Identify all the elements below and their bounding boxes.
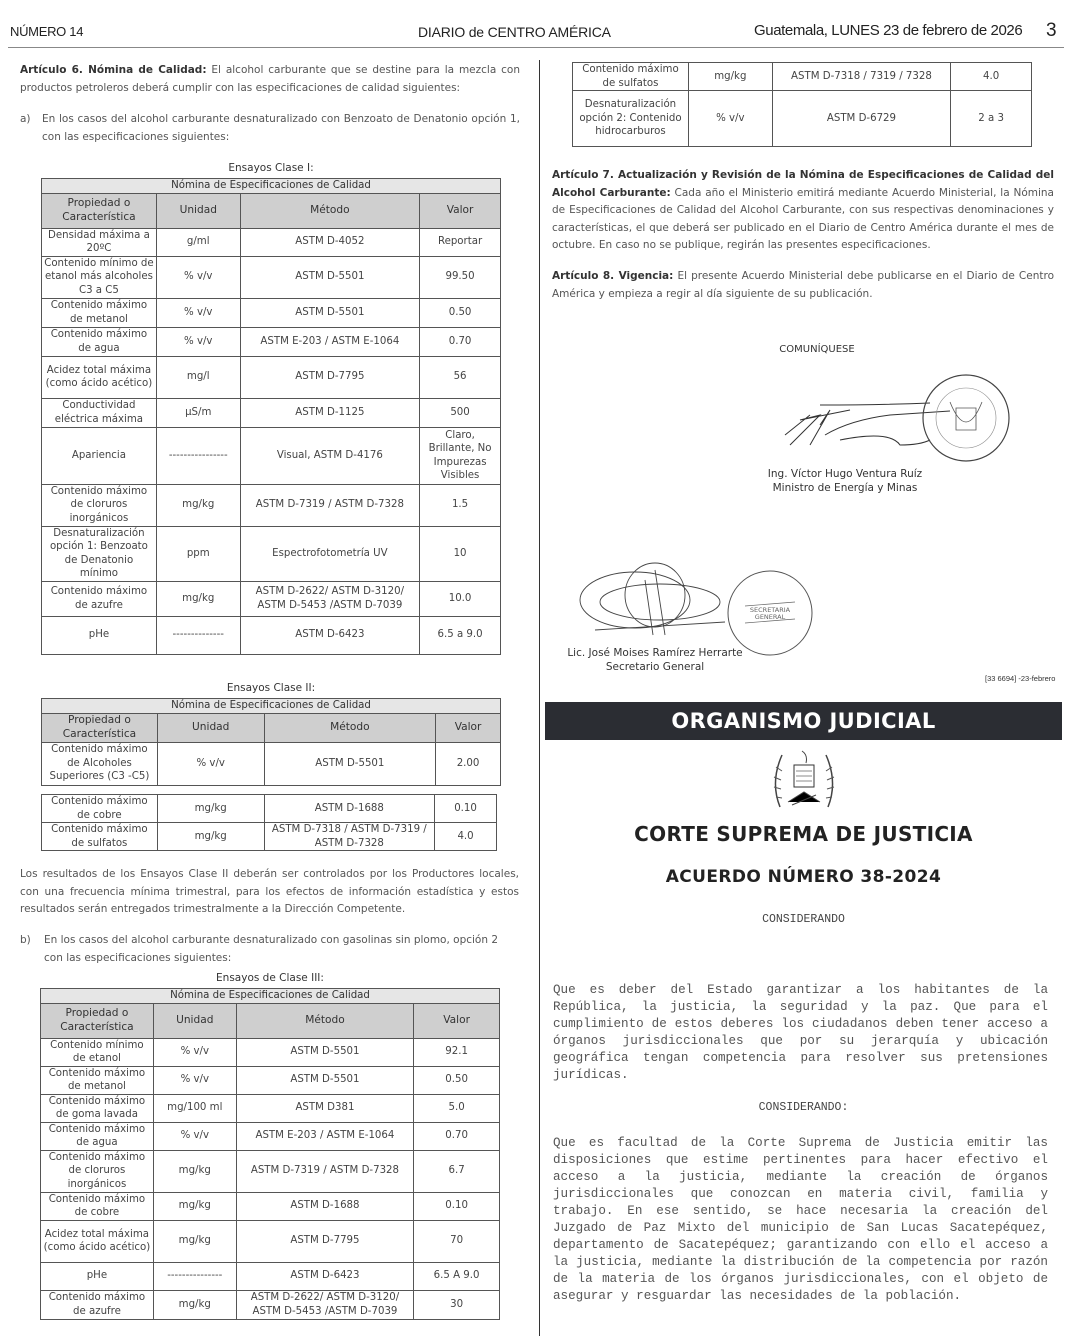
coat-of-arms-icon (768, 747, 840, 815)
table-row (573, 91, 1032, 147)
page-number: 3 (1046, 20, 1057, 41)
item-b-marker: b) (20, 934, 31, 946)
property-cell: Contenido máximo de Alcoholes Superiores (C3 -C5) (42, 742, 158, 785)
table-row (41, 1262, 500, 1290)
method-cell: ASTM D-1688 (264, 795, 435, 823)
property-cell: Acidez total máxima (como ácido acético) (41, 1220, 154, 1262)
unit-cell: mg/kg (153, 1192, 236, 1220)
method-cell: ASTM D-7318 / 7319 / 7328 (772, 63, 950, 91)
unit-cell: % v/v (153, 1122, 236, 1150)
class3-continued-table (572, 62, 1032, 147)
table-row (41, 1290, 500, 1319)
class2-table (41, 698, 501, 786)
considerando-paragraph-1: Que es deber del Estado garantizar a los habitantes de la República, la justicia, la seguridad y la paz. Que para el cumplimiento de estos deberes los ciudadanos deben tener acceso a órganos jurisdiccionales que por su jerarquía y ubicación geográfica tengan competencia para resolver sus pretensiones jurídicas. (553, 983, 1048, 1082)
table-title: Nómina de Especificaciones de Calidad (41, 989, 500, 1004)
svg-text:GENERAL: GENERAL (754, 613, 786, 621)
unit-cell: mg/kg (688, 63, 772, 91)
property-cell: Contenido mínimo de etanol (41, 1038, 154, 1066)
column-header: Método (236, 1003, 413, 1038)
table-title-row (42, 699, 501, 714)
class1-table (41, 178, 501, 655)
table-row (42, 581, 501, 616)
value-cell: 0.50 (414, 1066, 500, 1094)
property-cell: Contenido máximo de cloruros inorgánicos (41, 1150, 154, 1192)
unit-cell: ---------------- (156, 427, 240, 484)
property-cell: Contenido máximo de sulfatos (573, 63, 689, 91)
class3-caption: Ensayos de Clase III: (216, 972, 324, 984)
table-row (42, 298, 501, 327)
table-header-row (41, 1003, 500, 1038)
method-cell: ASTM D381 (236, 1094, 413, 1122)
article-7 (552, 167, 1054, 255)
column-divider (539, 60, 540, 1336)
value-cell: 5.0 (414, 1094, 500, 1122)
article-6-text: El alcohol carburante que se destine para la mezcla con productos petroleros deberá cumplir con las especificaciones de calidad siguientes: (20, 64, 520, 94)
column-header: Método (240, 193, 420, 228)
value-cell: 0.10 (435, 795, 497, 823)
table-row (42, 398, 501, 427)
seal-secretary-icon (725, 568, 815, 658)
unit-cell: -------------- (156, 616, 240, 654)
court-title: CORTE SUPREMA DE JUSTICIA (634, 822, 973, 846)
property-cell: Densidad máxima a 20ºC (42, 228, 157, 256)
method-cell: ASTM D-6423 (240, 616, 420, 654)
table-header-row (42, 193, 501, 228)
method-cell: ASTM D-5501 (240, 298, 420, 327)
unit-cell: % v/v (156, 256, 240, 298)
value-cell: 2.00 (436, 742, 501, 785)
unit-cell: mg/kg (153, 1220, 236, 1262)
column-header: Propiedad o Característica (42, 713, 158, 742)
method-cell: ASTM D-6423 (236, 1262, 413, 1290)
unit-cell: mg/kg (153, 1290, 236, 1319)
comuniquese: COMUNÍQUESE (779, 344, 855, 355)
method-cell: Visual, ASTM D-4176 (240, 427, 420, 484)
method-cell: ASTM D-2622/ ASTM D-3120/ ASTM D-5453 /ASTM D-7039 (236, 1290, 413, 1319)
newspaper-name: DIARIO de CENTRO AMÉRICA (418, 24, 611, 40)
method-cell: ASTM D-5501 (236, 1066, 413, 1094)
item-a-marker: a) (20, 113, 31, 125)
column-header: Unidad (156, 193, 240, 228)
value-cell: 4.0 (951, 63, 1032, 91)
signer-1-role: Ministro de Energía y Minas (772, 482, 918, 494)
value-cell: 99.50 (420, 256, 501, 298)
masthead (0, 0, 1072, 48)
column-header: Método (264, 713, 436, 742)
table-row (42, 823, 497, 851)
method-cell: ASTM D-7319 / ASTM D-7328 (240, 484, 420, 526)
class3-table (40, 988, 500, 1320)
unit-cell: mg/kg (153, 1150, 236, 1192)
column-header: Unidad (153, 1003, 236, 1038)
property-cell: Desnaturalización opción 1: Benzoato de Denatonio mínimo (42, 526, 157, 581)
value-cell: 0.70 (420, 327, 501, 356)
value-cell: 4.0 (435, 823, 497, 851)
table-title-row (41, 989, 500, 1004)
unit-cell: % v/v (688, 91, 772, 147)
value-cell: 70 (414, 1220, 500, 1262)
section-banner: ORGANISMO JUDICIAL (545, 702, 1062, 740)
property-cell: Conductividad eléctrica máxima (42, 398, 157, 427)
table-row (42, 526, 501, 581)
column-header: Unidad (157, 713, 264, 742)
method-cell: ASTM D-5501 (240, 256, 420, 298)
method-cell: ASTM D-5501 (236, 1038, 413, 1066)
considerando-paragraph-2: Que es facultad de la Corte Suprema de Justicia emitir las disposiciones que estime pertinentes para hacer efectivo el acceso a la justicia, mediante la creación de órganos jurisdiccionales que conozcan en materia civil, familia y trabajo. En ese sentido, se hace necesaria la creación del Juzgado de Paz Mixto del municipio de San Lucas Sacatepéquez, departamento de Sacatepéquez; garantizando con ello el acceso a la justicia, mediante la distribución de la competencia por razón de la materia de los órganos jurisdiccionales, con el objeto de asegurar y resguardar las necesidades de la población. (553, 1136, 1048, 1303)
method-cell: ASTM D-1125 (240, 398, 420, 427)
property-cell: Contenido máximo de agua (42, 327, 157, 356)
property-cell: Contenido máximo de azufre (42, 581, 157, 616)
table-row (41, 1094, 500, 1122)
property-cell: Contenido máximo de metanol (42, 298, 157, 327)
considerando-heading-2: CONSIDERANDO: (758, 1101, 849, 1114)
column-header: Valor (420, 193, 501, 228)
value-cell: 0.70 (414, 1122, 500, 1150)
property-cell: Apariencia (42, 427, 157, 484)
property-cell: Contenido máximo de azufre (41, 1290, 154, 1319)
signer-2-role: Secretario General (605, 661, 705, 673)
property-cell: Contenido máximo de sulfatos (42, 823, 158, 851)
article-8 (552, 268, 1054, 303)
unit-cell: mg/kg (156, 484, 240, 526)
unit-cell: mg/kg (157, 795, 264, 823)
value-cell: 0.50 (420, 298, 501, 327)
value-cell: 6.5 A 9.0 (414, 1262, 500, 1290)
table-row (41, 1220, 500, 1262)
unit-cell: µS/m (156, 398, 240, 427)
considerando-heading-1: CONSIDERANDO (762, 913, 845, 926)
table-row (42, 327, 501, 356)
column-header: Valor (436, 713, 501, 742)
agreement-title: ACUERDO NÚMERO 38-2024 (665, 867, 942, 887)
property-cell: Desnaturalización opción 2: Contenido hidrocarburos (573, 91, 689, 147)
unit-cell: --------------- (153, 1262, 236, 1290)
article-7-text: Cada año el Ministerio emitirá mediante Acuerdo Ministerial, la Nómina de Especificaciones de Calidad del Alcohol Carburante, con sus respectivas denominaciones y características, el que deberá ser publicado en el Diario de Centro América durante el mes de octubre. En caso no se publique, regirán las presentes especificaciones. (552, 186, 1054, 251)
table-header-row (42, 713, 501, 742)
property-cell: Contenido máximo de goma lavada (41, 1094, 154, 1122)
property-cell: Contenido máximo de agua (41, 1122, 154, 1150)
method-cell: ASTM D-6729 (772, 91, 950, 147)
table-title: Nómina de Especificaciones de Calidad (42, 699, 501, 714)
article-6-title: Artículo 6. Nómina de Calidad: (20, 64, 207, 76)
item-a-text: En los casos del alcohol carburante desnaturalizado con Benzoato de Denatonio opción 1, con las especificaciones siguientes: (42, 113, 520, 143)
table-row (41, 1150, 500, 1192)
publication-ref: [33 6694] -23-febrero (985, 674, 1056, 683)
method-cell: ASTM D-7795 (236, 1220, 413, 1262)
table-title-row (42, 179, 501, 194)
value-cell: 6.7 (414, 1150, 500, 1192)
table-title: Nómina de Especificaciones de Calidad (42, 179, 501, 194)
unit-cell: % v/v (156, 298, 240, 327)
article-8-title: Artículo 8. Vigencia: (552, 270, 674, 282)
value-cell: 56 (420, 356, 501, 398)
publication-date: Guatemala, LUNES 23 de febrero de 2026 (754, 22, 1023, 39)
article-7-title: Artículo 7. Actualización y Revisión de la Nómina de Especificaciones de Calidad del Alcohol Carburante: (552, 169, 1054, 199)
method-cell: ASTM D-7318 / ASTM D-7319 / ASTM D-7328 (264, 823, 435, 851)
property-cell: pHe (42, 616, 157, 654)
unit-cell: ppm (156, 526, 240, 581)
value-cell: 30 (414, 1290, 500, 1319)
method-cell: Espectrofotometría UV (240, 526, 420, 581)
value-cell: 10.0 (420, 581, 501, 616)
table-row (41, 1066, 500, 1094)
property-cell: Contenido máximo de cobre (42, 795, 158, 823)
method-cell: ASTM D-7795 (240, 356, 420, 398)
column-header: Propiedad o Característica (42, 193, 157, 228)
value-cell: 2 a 3 (951, 91, 1032, 147)
table-row (41, 1122, 500, 1150)
signer-2 (555, 646, 755, 674)
method-cell: ASTM D-5501 (264, 742, 436, 785)
value-cell: 1.5 (420, 484, 501, 526)
value-cell: 500 (420, 398, 501, 427)
property-cell: Contenido mínimo de etanol más alcoholes C3 a C5 (42, 256, 157, 298)
class2-extra-table (41, 794, 497, 851)
property-cell: Contenido máximo de cloruros inorgánicos (42, 484, 157, 526)
property-cell: Contenido máximo de cobre (41, 1192, 154, 1220)
table-row (42, 356, 501, 398)
table-row (42, 228, 501, 256)
class2-note: Los resultados de los Ensayos Clase II deberán ser controlados por los Productores locales, con una frecuencia mínima trimestral, para los efectos de información estadística y estos resultados serán entregados trimestralmente a la Dirección Competente. (20, 868, 519, 915)
svg-text:SECRETARIA: SECRETARIA (749, 606, 791, 614)
column-header: Valor (414, 1003, 500, 1038)
value-cell: 6.5 a 9.0 (420, 616, 501, 654)
signer-1 (740, 467, 950, 495)
column-header: Propiedad o Característica (41, 1003, 154, 1038)
unit-cell: g/ml (156, 228, 240, 256)
value-cell: Reportar (420, 228, 501, 256)
method-cell: ASTM D-2622/ ASTM D-3120/ ASTM D-5453 /ASTM D-7039 (240, 581, 420, 616)
unit-cell: % v/v (157, 742, 264, 785)
property-cell: Acidez total máxima (como ácido acético) (42, 356, 157, 398)
unit-cell: mg/kg (157, 823, 264, 851)
unit-cell: % v/v (153, 1038, 236, 1066)
property-cell: Contenido máximo de metanol (41, 1066, 154, 1094)
table-row (41, 1192, 500, 1220)
header-divider (8, 47, 1064, 48)
unit-cell: mg/kg (156, 581, 240, 616)
unit-cell: % v/v (153, 1066, 236, 1094)
method-cell: ASTM D-1688 (236, 1192, 413, 1220)
item-b-text: En los casos del alcohol carburante desnaturalizado con gasolinas sin plomo, opción 2 con las especificaciones siguientes: (44, 934, 499, 964)
unit-cell: mg/100 ml (153, 1094, 236, 1122)
table-row (573, 63, 1032, 91)
article-8-text: El presente Acuerdo Ministerial debe publicarse en el Diario de Centro América y empieza a regir al día siguiente de su publicación. (552, 270, 1054, 300)
table-row (42, 742, 501, 785)
method-cell: ASTM E-203 / ASTM E-1064 (240, 327, 420, 356)
method-cell: ASTM D-4052 (240, 228, 420, 256)
table-row (42, 256, 501, 298)
table-row (42, 616, 501, 654)
table-row (42, 795, 497, 823)
article-6 (20, 62, 520, 97)
value-cell: 0.10 (414, 1192, 500, 1220)
method-cell: ASTM E-203 / ASTM E-1064 (236, 1122, 413, 1150)
value-cell: 10 (420, 526, 501, 581)
seal-minister-icon (920, 372, 1012, 464)
value-cell: Claro, Brillante, No Impurezas Visibles (420, 427, 501, 484)
method-cell: ASTM D-7319 / ASTM D-7328 (236, 1150, 413, 1192)
table-row (41, 1038, 500, 1066)
signer-1-name: Ing. Víctor Hugo Ventura Ruíz (767, 468, 923, 480)
unit-cell: mg/l (156, 356, 240, 398)
property-cell: pHe (41, 1262, 154, 1290)
unit-cell: % v/v (156, 327, 240, 356)
class1-caption: Ensayos Clase I: (228, 162, 314, 174)
issue-number: NÚMERO 14 (10, 24, 84, 39)
signer-2-name: Lic. José Moises Ramírez Herrarte (567, 647, 743, 659)
table-row (42, 484, 501, 526)
value-cell: 92.1 (414, 1038, 500, 1066)
table-row (42, 427, 501, 484)
class2-caption: Ensayos Clase II: (226, 682, 316, 694)
